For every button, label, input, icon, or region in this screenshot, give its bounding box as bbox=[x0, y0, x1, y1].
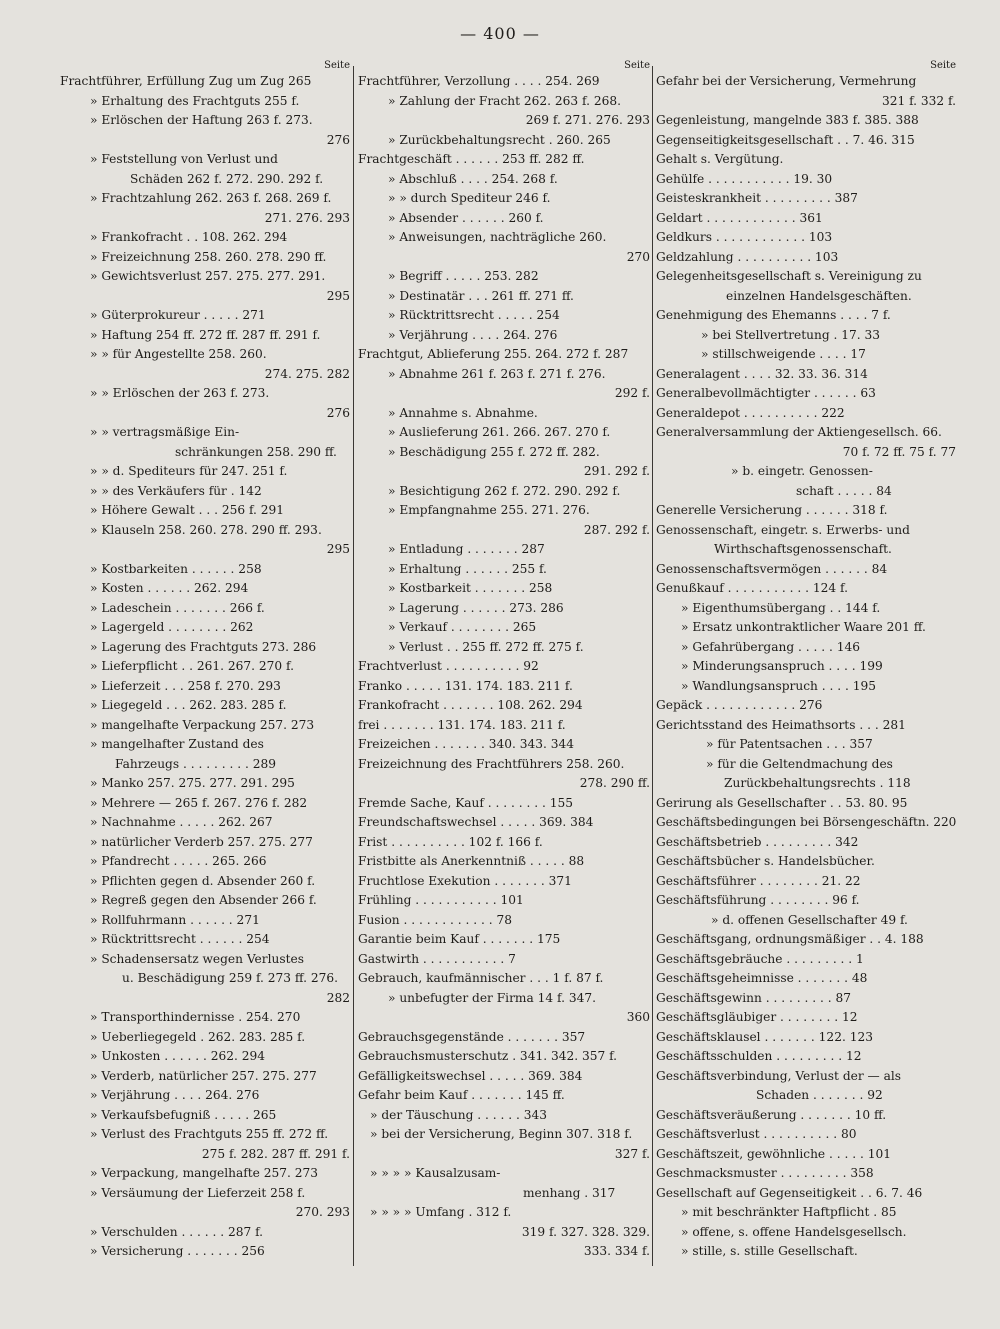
index-entry-line: » Zurückbehaltungsrecht . 260. 265 bbox=[388, 132, 611, 147]
index-entry-line: Geschäftsgebräuche . . . . . . . . . 1 bbox=[656, 951, 864, 966]
index-entry-line: » d. offenen Gesellschafter 49 f. bbox=[711, 912, 908, 927]
index-entry-line: 287. 292 f. bbox=[583, 522, 650, 537]
index-entry-line: frei . . . . . . . 131. 174. 183. 211 f. bbox=[358, 717, 566, 732]
index-entry-line: Gehülfe . . . . . . . . . . . 19. 30 bbox=[656, 171, 833, 186]
index-entry-line: » für Patentsachen . . . 357 bbox=[706, 737, 873, 751]
index-entry-line: Geschäftsgang, ordnungsmäßiger . . 4. 188 bbox=[656, 932, 924, 946]
index-entry-line: » Anweisungen, nachträgliche 260. bbox=[388, 230, 607, 244]
index-entry-line: » Auslieferung 261. 266. 267. 270 f. bbox=[388, 425, 611, 439]
index-entry-line: Gebrauch, kaufmännischer . . . 1 f. 87 f. bbox=[358, 971, 604, 985]
index-entry-line: » Frachtzahlung 262. 263 f. 268. 269 f. bbox=[90, 191, 332, 205]
index-entry-line: Fahrzeugs . . . . . . . . . 289 bbox=[115, 756, 276, 771]
seite-header: Seite bbox=[624, 60, 650, 71]
index-entry-line: » stillschweigende . . . . 17 bbox=[701, 347, 866, 361]
index-entry-line: Freizeichnung des Frachtführers 258. 260. bbox=[358, 756, 625, 771]
index-entry-line: 274. 275. 282 bbox=[264, 366, 350, 381]
index-entry-line: » » Erlöschen der 263 f. 273. bbox=[90, 386, 270, 400]
index-entry-line: » Abschluß . . . . 254. 268 f. bbox=[388, 171, 558, 186]
index-entry-line: » Pfandrecht . . . . . 265. 266 bbox=[90, 854, 267, 868]
index-entry-line: » natürlicher Verderb 257. 275. 277 bbox=[90, 834, 313, 849]
index-entry-line: » Ladeschein . . . . . . . 266 f. bbox=[90, 600, 265, 615]
index-entry-line: » » des Verkäufers für . 142 bbox=[90, 483, 262, 498]
index-entry-line: 275 f. 282. 287 ff. 291 f. bbox=[201, 1146, 350, 1161]
index-entry-line: » Verjährung . . . . 264. 276 bbox=[388, 327, 558, 342]
index-entry-line: » der Täuschung . . . . . . 343 bbox=[370, 1107, 547, 1122]
index-entry-line: » Lagergeld . . . . . . . . 262 bbox=[90, 620, 254, 634]
index-entry-line: 70 f. 72 ff. 75 f. 77 bbox=[842, 444, 956, 459]
index-entry-line: 278. 290 ff. bbox=[579, 776, 650, 790]
index-entry-line: 319 f. 327. 328. 329. bbox=[521, 1224, 650, 1239]
index-entry-line: » Kostbarkeit . . . . . . . 258 bbox=[388, 581, 553, 595]
index-entry-line: » » durch Spediteur 246 f. bbox=[388, 191, 551, 205]
index-entry-line: Geschäftsverlust . . . . . . . . . . 80 bbox=[656, 1127, 857, 1141]
index-entry-line: Gelegenheitsgesellschaft s. Vereinigung zu bbox=[656, 269, 922, 283]
index-entry-line: 269 f. 271. 276. 293 bbox=[525, 113, 650, 127]
index-entry-line: Gerirung als Gesellschafter . . 53. 80. 95 bbox=[656, 795, 908, 810]
index-entry-line: Geschäftsveräußerung . . . . . . . 10 ff. bbox=[656, 1107, 887, 1122]
index-entry-line: Schäden 262 f. 272. 290. 292 f. bbox=[130, 171, 324, 186]
index-entry-line: Fristbitte als Anerkenntniß . . . . . 88 bbox=[358, 854, 585, 868]
index-entry-line: » Absender . . . . . . 260 f. bbox=[388, 210, 544, 225]
index-entry-line: Geschäftsbücher s. Handelsbücher. bbox=[656, 854, 875, 868]
index-entry-line: Geschmacksmuster . . . . . . . . . 358 bbox=[656, 1166, 874, 1180]
index-entry-line: » für die Geltendmachung des bbox=[706, 756, 893, 771]
index-entry-line: » bei der Versicherung, Beginn 307. 318 f. bbox=[370, 1127, 633, 1141]
index-entry-line: » Entladung . . . . . . . 287 bbox=[388, 542, 545, 556]
index-entry-line: Fusion . . . . . . . . . . . . 78 bbox=[358, 912, 513, 927]
index-entry-line: Geldkurs . . . . . . . . . . . . 103 bbox=[656, 230, 833, 244]
index-entry-line: Gesellschaft auf Gegenseitigkeit . . 6. 7. 46 bbox=[656, 1185, 923, 1200]
index-entry-line: » Liegegeld . . . 262. 283. 285 f. bbox=[90, 698, 287, 712]
index-entry-line: » Erlöschen der Haftung 263 f. 273. bbox=[90, 113, 313, 127]
index-entry-line: » Pflichten gegen d. Absender 260 f. bbox=[90, 873, 316, 888]
index-entry-line: 295 bbox=[326, 288, 350, 303]
index-entry-line: Wirthschaftsgenossenschaft. bbox=[714, 542, 892, 556]
index-entry-line: Gebrauchsmusterschutz . 341. 342. 357 f. bbox=[358, 1049, 618, 1063]
seite-header: Seite bbox=[324, 60, 350, 71]
index-entry-line: Generalversammlung der Aktiengesellsch. 66. bbox=[656, 425, 942, 439]
index-entry-line: » Frankofracht . . 108. 262. 294 bbox=[90, 230, 288, 244]
index-entry-line: Genußkauf . . . . . . . . . . . 124 f. bbox=[656, 581, 848, 595]
index-column-2 bbox=[358, 60, 650, 1262]
index-entry-line: schränkungen 258. 290 ff. bbox=[175, 444, 337, 459]
index-entry-line: » Regreß gegen den Absender 266 f. bbox=[90, 893, 317, 907]
index-entry-line: » Unkosten . . . . . . 262. 294 bbox=[90, 1049, 266, 1063]
index-entry-line: » Transporthindernisse . 254. 270 bbox=[90, 1010, 301, 1024]
index-entry-line: Genehmigung des Ehemanns . . . . 7 f. bbox=[656, 308, 891, 322]
index-entry-line: » mangelhafte Verpackung 257. 273 bbox=[90, 717, 315, 732]
index-column-1 bbox=[60, 60, 350, 1262]
index-entry-line: Geschäftsverbindung, Verlust der — als bbox=[656, 1068, 902, 1083]
index-entry-line: » Abnahme 261 f. 263 f. 271 f. 276. bbox=[388, 366, 606, 381]
index-entry-line: » Verjährung . . . . 264. 276 bbox=[90, 1088, 260, 1102]
index-entry-line: » Feststellung von Verlust und bbox=[90, 152, 278, 166]
index-entry-line: Frachtführer, Verzollung . . . . 254. 269 bbox=[358, 74, 600, 88]
index-entry-line: » Mehrere — 265 f. 267. 276 f. 282 bbox=[90, 795, 308, 810]
index-entry-line: Gefahr bei der Versicherung, Vermehrung bbox=[656, 74, 917, 88]
index-entry-line: 321 f. 332 f. bbox=[881, 93, 956, 108]
index-entry-line: Geldart . . . . . . . . . . . . 361 bbox=[656, 210, 823, 225]
index-entry-line: » Lagerung . . . . . . 273. 286 bbox=[388, 600, 564, 615]
index-entry-line: » Höhere Gewalt . . . 256 f. 291 bbox=[90, 503, 285, 517]
index-entry-line: » » für Angestellte 258. 260. bbox=[90, 347, 267, 361]
index-entry-line: » Verderb, natürlicher 257. 275. 277 bbox=[90, 1068, 317, 1083]
index-entry-line: 270. 293 bbox=[295, 1205, 350, 1219]
index-entry-line: » Empfangnahme 255. 271. 276. bbox=[388, 503, 590, 517]
index-entry-line: » Verkaufsbefugniß . . . . . 265 bbox=[90, 1107, 277, 1122]
index-entry-line: » » » » Kausalzusam- bbox=[370, 1166, 501, 1180]
index-entry-line: » Klauseln 258. 260. 278. 290 ff. 293. bbox=[90, 522, 322, 537]
index-entry-line: Geldzahlung . . . . . . . . . . 103 bbox=[656, 249, 839, 264]
index-entry-line: Zurückbehaltungsrechts . 118 bbox=[724, 776, 911, 790]
index-entry-line: Franko . . . . . 131. 174. 183. 211 f. bbox=[358, 678, 573, 693]
seite-header: Seite bbox=[930, 60, 956, 71]
index-entry-line: 270 bbox=[626, 249, 650, 264]
index-entry-line: Frachtgeschäft . . . . . . 253 ff. 282 ff. bbox=[358, 152, 585, 166]
index-entry-line: Freundschaftswechsel . . . . . 369. 384 bbox=[358, 815, 594, 829]
index-entry-line: » stille, s. stille Gesellschaft. bbox=[681, 1244, 858, 1258]
index-entry-line: » » vertragsmäßige Ein- bbox=[90, 425, 240, 439]
index-entry-line: einzelnen Handelsgeschäften. bbox=[726, 288, 912, 303]
index-entry-line: Frühling . . . . . . . . . . . 101 bbox=[358, 893, 524, 907]
index-entry-line: » Lieferpflicht . . 261. 267. 270 f. bbox=[90, 659, 294, 673]
index-entry-line: 271. 276. 293 bbox=[264, 210, 350, 225]
index-entry-line: » Schadensersatz wegen Verlustes bbox=[90, 951, 304, 966]
index-entry-line: » unbefugter der Firma 14 f. 347. bbox=[388, 990, 596, 1005]
index-entry-line: » Annahme s. Abnahme. bbox=[388, 405, 538, 420]
index-entry-line: » Gefahrübergang . . . . . 146 bbox=[681, 639, 861, 654]
index-entry-line: Geschäftsbedingungen bei Börsengeschäftn. 220 bbox=[656, 815, 957, 829]
index-entry-line: Frankofracht . . . . . . . 108. 262. 294 bbox=[358, 698, 583, 712]
index-entry-line: » » » » Umfang . 312 f. bbox=[370, 1205, 512, 1219]
index-entry-line: » Kostbarkeiten . . . . . . 258 bbox=[90, 561, 262, 576]
index-entry-line: Gastwirth . . . . . . . . . . . 7 bbox=[358, 951, 516, 966]
index-entry-line: Geschäftsführung . . . . . . . . 96 f. bbox=[656, 893, 860, 907]
index-entry-line: » Verlust . . 255 ff. 272 ff. 275 f. bbox=[388, 639, 584, 654]
index-entry-line: » mit beschränkter Haftpflicht . 85 bbox=[681, 1205, 897, 1219]
index-entry-line: » Nachnahme . . . . . 262. 267 bbox=[90, 815, 273, 829]
index-entry-line: » Erhaltung des Frachtguts 255 f. bbox=[90, 93, 300, 108]
index-entry-line: Geschäftsführer . . . . . . . . 21. 22 bbox=[656, 873, 861, 888]
index-entry-line: 292 f. bbox=[614, 386, 650, 400]
index-entry-line: Genossenschaftsvermögen . . . . . . 84 bbox=[656, 561, 888, 576]
index-entry-line: » Begriff . . . . . 253. 282 bbox=[388, 269, 539, 283]
index-entry-line: » » d. Spediteurs für 247. 251 f. bbox=[90, 464, 288, 478]
index-entry-line: 276 bbox=[326, 132, 350, 147]
index-entry-line: » Versicherung . . . . . . . 256 bbox=[90, 1244, 265, 1258]
index-entry-line: » Lieferzeit . . . 258 f. 270. 293 bbox=[90, 678, 281, 693]
index-entry-line: » Lagerung des Frachtguts 273. 286 bbox=[90, 639, 317, 654]
index-entry-line: 333. 334 f. bbox=[583, 1244, 650, 1258]
index-entry-line: Geschäftsklausel . . . . . . . 122. 123 bbox=[656, 1029, 873, 1044]
index-entry-line: Generelle Versicherung . . . . . . 318 f. bbox=[656, 503, 888, 517]
index-entry-line: » mangelhafter Zustand des bbox=[90, 737, 264, 751]
index-entry-line: 360 bbox=[626, 1010, 650, 1024]
index-entry-line: Gebrauchsgegenstände . . . . . . . 357 bbox=[358, 1029, 586, 1044]
index-entry-line: » Gewichtsverlust 257. 275. 277. 291. bbox=[90, 269, 326, 283]
index-entry-line: » Freizeichnung 258. 260. 278. 290 ff. bbox=[90, 249, 327, 264]
index-entry-line: Gegenleistung, mangelnde 383 f. 385. 388 bbox=[656, 113, 919, 127]
index-entry-line: Fruchtlose Exekution . . . . . . . 371 bbox=[358, 873, 572, 888]
index-entry-line: » Erhaltung . . . . . . 255 f. bbox=[388, 561, 547, 576]
index-entry-line: Geschäftsgewinn . . . . . . . . . 87 bbox=[656, 990, 851, 1005]
index-entry-line: » Ersatz unkontraktlicher Waare 201 ff. bbox=[681, 620, 926, 634]
index-entry-line: » Minderungsanspruch . . . . 199 bbox=[681, 659, 883, 673]
index-entry-line: » Eigenthumsübergang . . 144 f. bbox=[681, 600, 881, 615]
index-entry-line: » Besichtigung 262 f. 272. 290. 292 f. bbox=[388, 483, 621, 498]
index-entry-line: Frachtverlust . . . . . . . . . . 92 bbox=[358, 659, 539, 673]
index-entry-line: Geisteskrankheit . . . . . . . . . 387 bbox=[656, 191, 858, 205]
index-entry-line: Garantie beim Kauf . . . . . . . 175 bbox=[358, 932, 561, 946]
index-entry-line: 295 bbox=[326, 542, 350, 556]
index-column-3 bbox=[656, 60, 956, 1262]
index-entry-line: Fremde Sache, Kauf . . . . . . . . 155 bbox=[358, 795, 574, 810]
index-entry-line: Frachtführer, Erfüllung Zug um Zug 265 bbox=[60, 74, 312, 88]
index-entry-line: 291. 292 f. bbox=[583, 464, 650, 478]
index-entry-line: » Ueberliegegeld . 262. 283. 285 f. bbox=[90, 1029, 306, 1044]
index-entry-line: » Güterprokureur . . . . . 271 bbox=[90, 308, 266, 322]
index-entry-line: » Rücktrittsrecht . . . . . . 254 bbox=[90, 932, 270, 946]
index-entry-line: » Manko 257. 275. 277. 291. 295 bbox=[90, 776, 295, 790]
index-entry-line: » Verpackung, mangelhafte 257. 273 bbox=[90, 1166, 319, 1180]
index-entry-line: » Kosten . . . . . . 262. 294 bbox=[90, 581, 249, 595]
index-entry-line: Frist . . . . . . . . . . 102 f. 166 f. bbox=[358, 834, 543, 849]
index-entry-line: Generalagent . . . . 32. 33. 36. 314 bbox=[656, 366, 868, 381]
index-entry-line: Freizeichen . . . . . . . 340. 343. 344 bbox=[358, 737, 575, 751]
index-entry-line: » Verkauf . . . . . . . . 265 bbox=[388, 620, 537, 634]
index-entry-line: u. Beschädigung 259 f. 273 ff. 276. bbox=[122, 971, 339, 985]
index-entry-line: Geschäftsbetrieb . . . . . . . . . 342 bbox=[656, 834, 859, 849]
index-entry-line: » Beschädigung 255 f. 272 ff. 282. bbox=[388, 444, 600, 459]
index-entry-line: Frachtgut, Ablieferung 255. 264. 272 f. 287 bbox=[358, 347, 629, 361]
index-entry-line: Generalbevollmächtigter . . . . . . 63 bbox=[656, 386, 876, 400]
index-entry-line: » offene, s. offene Handelsgesellsch. bbox=[681, 1224, 907, 1239]
index-entry-line: Gegenseitigkeitsgesellschaft . . 7. 46. 315 bbox=[656, 132, 915, 147]
page-number: — 400 — bbox=[460, 24, 540, 43]
index-entry-line: » Wandlungsanspruch . . . . 195 bbox=[681, 678, 877, 693]
index-entry-line: Gehalt s. Vergütung. bbox=[656, 152, 784, 166]
index-entry-line: Geschäftszeit, gewöhnliche . . . . . 101 bbox=[656, 1146, 892, 1161]
index-entry-line: Gefälligkeitswechsel . . . . . 369. 384 bbox=[358, 1068, 583, 1083]
index-entry-line: » Versäumung der Lieferzeit 258 f. bbox=[90, 1185, 306, 1200]
index-entry-line: » b. eingetr. Genossen- bbox=[731, 464, 873, 478]
column-divider bbox=[353, 66, 354, 1266]
index-entry-line: 327 f. bbox=[614, 1146, 650, 1161]
index-entry-line: Geschäftsgläubiger . . . . . . . . 12 bbox=[656, 1010, 858, 1024]
index-entry-line: Genossenschaft, eingetr. s. Erwerbs- und bbox=[656, 522, 910, 537]
index-entry-line: » bei Stellvertretung . 17. 33 bbox=[701, 327, 881, 342]
index-entry-line: Gerichtsstand des Heimathsorts . . . 281 bbox=[656, 717, 906, 732]
index-entry-line: Geschäftsgeheimnisse . . . . . . . 48 bbox=[656, 971, 868, 985]
index-entry-line: » Verschulden . . . . . . 287 f. bbox=[90, 1224, 264, 1239]
index-entry-line: » Zahlung der Fracht 262. 263 f. 268. bbox=[388, 93, 622, 108]
index-entry-line: Generaldepot . . . . . . . . . . 222 bbox=[656, 405, 845, 420]
index-entry-line: » Destinatär . . . 261 ff. 271 ff. bbox=[388, 288, 574, 303]
column-divider bbox=[652, 66, 653, 1266]
index-entry-line: menhang . 317 bbox=[523, 1185, 616, 1200]
index-entry-line: » Rollfuhrmann . . . . . . 271 bbox=[90, 912, 260, 927]
index-entry-line: Gefahr beim Kauf . . . . . . . 145 ff. bbox=[358, 1088, 565, 1102]
index-entry-line: schaft . . . . . 84 bbox=[796, 483, 892, 498]
index-entry-line: » Haftung 254 ff. 272 ff. 287 ff. 291 f. bbox=[90, 327, 321, 342]
index-entry-line: Schaden . . . . . . . 92 bbox=[756, 1088, 883, 1102]
index-entry-line: » Rücktrittsrecht . . . . . 254 bbox=[388, 308, 560, 322]
index-entry-line: Gepäck . . . . . . . . . . . . 276 bbox=[656, 698, 823, 712]
index-entry-line: Geschäftsschulden . . . . . . . . . 12 bbox=[656, 1049, 862, 1063]
index-entry-line: 276 bbox=[326, 405, 350, 420]
index-entry-line: » Verlust des Frachtguts 255 ff. 272 ff. bbox=[90, 1127, 329, 1141]
index-entry-line: 282 bbox=[326, 990, 350, 1005]
